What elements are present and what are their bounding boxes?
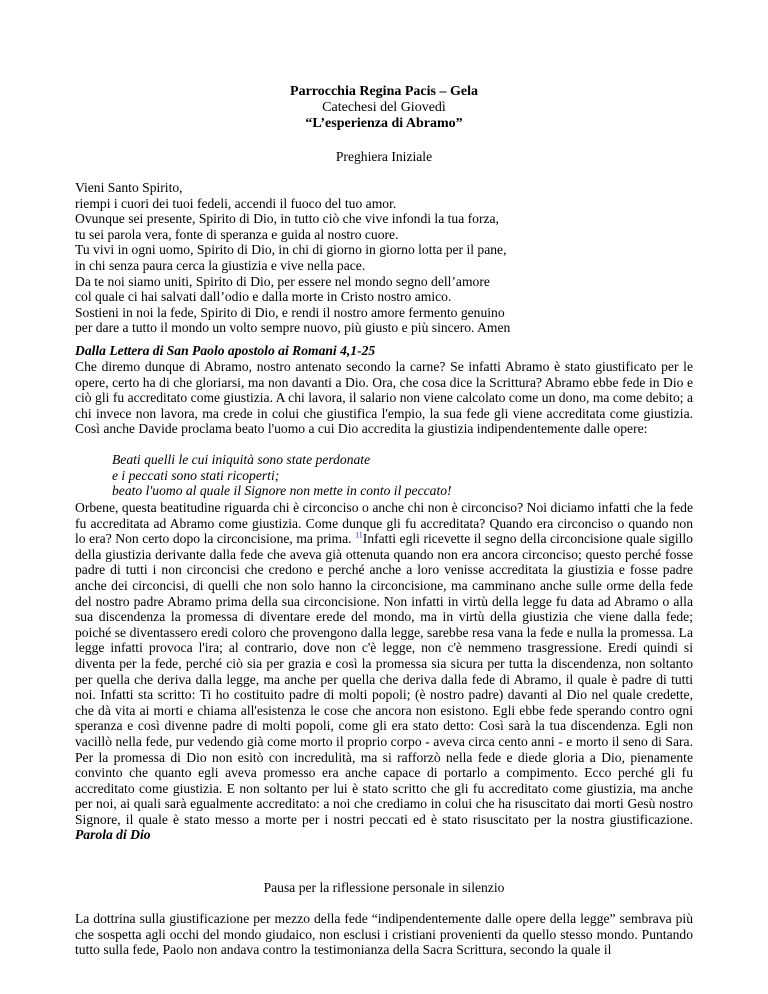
quote-line: Beati quelli le cui iniquità sono state perdonate [112, 452, 371, 467]
reading-text: Orbene, questa beatitudine riguarda chi è circonciso o anche chi non è circonciso? Noi diciamo infatti che la fede fu accreditata ad Abramo come giustizia. Come dunque gli fu accreditata? Quando era circonciso o quando non lo era? Non certo dopo la circoncisione, ma prima. [75, 500, 693, 547]
prayer-line: Da te noi siamo uniti, Spirito di Dio, per essere nel mondo segno dell’amore [75, 273, 490, 289]
parish-name: Parrocchia Regina Pacis – Gela [290, 84, 478, 99]
prayer-line: per dare a tutto il mondo un volto sempre nuovo, più giusto e più sincero. Amen [75, 320, 511, 336]
prayer-title: Preghiera Iniziale [335, 149, 433, 164]
prayer-line: col quale ci hai salvati dall’odio e dalla morte in Cristo nostro amico. [75, 289, 452, 305]
document-header [0, 84, 768, 132]
prayer-line: Ovunque sei presente, Spirito di Dio, in tutto ciò che vive infondi la tua forza, [75, 211, 499, 227]
prayer-line: riempi i cuori dei tuoi fedeli, accendi il fuoco del tuo amor. [75, 195, 397, 211]
psalm-quote [112, 452, 452, 499]
prayer-line: Sostieni in noi la fede, Spirito di Dio, e rendi il nostro amore fermento genuino [75, 304, 505, 320]
event-name: Catechesi del Giovedì [322, 100, 446, 115]
prayer-line: Vieni Santo Spirito, [75, 180, 183, 195]
verse-number-link[interactable]: 11 [355, 530, 363, 540]
prayer-text [75, 180, 695, 336]
prayer-line: Tu vivi in ogni uomo, Spirito di Dio, in chi di giorno in giorno lotta per il pane, [75, 242, 507, 258]
quote-line: e i peccati sono stati ricoperti; [112, 467, 280, 483]
reading-closing: Parola di Dio [75, 827, 151, 843]
reading-title: Dalla Lettera di San Paolo apostolo ai Romani 4,1-25 [75, 343, 376, 358]
prayer-line: in chi senza paura cerca la giustizia e vive nella pace. [75, 257, 366, 273]
reading-text: Infatti egli ricevette il segno della circoncisione quale sigillo della giustizia derivante dalla fede che aveva già ottenuta quando non era ancora circonciso; questo perché fosse padre di tutti i non circoncisi che credono e perché anche a loro venisse accreditata la giustizia e fosse padre anche dei circoncisi, di quelli che non solo hanno la circoncisione, ma camminano anche sulle orme della fede del nostro padre Abramo prima della sua circoncisione. Non infatti in virtù della legge fu data ad Abramo o alla sua discendenza la promessa di diventare erede del mondo, ma in virtù della giustizia che viene dalla fede; poiché se diventassero eredi coloro che provengono dalla legge, sarebbe resa vana la fede e nulla la promessa. La legge infatti provoca l'ira; al contrario, dove non c'è legge, non c'è nemmeno trasgressione. Eredi quindi si diventa per la fede, perché ciò sia per grazia e così la promessa sia sicura per tutta la discendenza, non soltanto per quella che deriva dalla legge, ma anche per quella che deriva dalla fede di Abramo, il quale è padre di tutti noi. Infatti sta scritto: Ti ho costituito padre di molti popoli; (è nostro padre) davanti al Dio nel quale credette, che dà vita ai morti e chiama all'esistenza le cose che ancora non esistono. Egli ebbe fede sperando contro ogni speranza e così divenne padre di molti popoli, come gli era stato detto: Così sarà la tua discendenza. Egli non vacillò nella fede, pur vedendo già come morto il proprio corpo - aveva circa cento anni - e morto il seno di Sara. Per la promessa di Dio non esitò con incredulità, ma si rafforzò nella fede e diede gloria a Dio, pienamente convinto che quanto egli aveva promesso era anche capace di portarlo a compimento. Ecco perché gli fu accreditato come giustizia. E non soltanto per lui è stato scritto che gli fu accreditato come giustizia, ma anche per noi, ai quali sarà egualmente accreditato: a noi che crediamo in colui che ha risuscitato dai morti Gesù nostro Signore, il quale è stato messo a morte per i nostri peccati ed è stato risuscitato per la nostra giustificazione. [75, 531, 693, 827]
commentary-paragraph: La dottrina sulla giustificazione per mezzo della fede “indipendentemente dalle opere della legge” sembrava più che sospetta agli occhi del mondo giudaico, non esclusi i cristiani provenienti da quello stesso mondo. Puntando tutto sulla fede, Paolo non andava contro la testimonianza della Sacra Scrittura, secondo la quale il [75, 911, 693, 958]
prayer-line: tu sei parola vera, fonte di speranza e guida al nostro cuore. [75, 226, 399, 242]
reading-paragraph-2 [75, 500, 693, 843]
reading-paragraph-1: Che diremo dunque di Abramo, nostro antenato secondo la carne? Se infatti Abramo è stato giustificato per le opere, certo ha di che gloriarsi, ma non davanti a Dio. Ora, che cosa dice la Scrittura? Abramo ebbe fede in Dio e ciò gli fu accreditato come giustizia. A chi lavora, il salario non viene calcolato come un dono, ma come debito; a chi invece non lavora, ma crede in colui che giustifica l'empio, la sua fede gli viene accreditata come giustizia. Così anche Davide proclama beato l'uomo a cui Dio accredita la giustizia indipendentemente dalle opere: [75, 359, 693, 437]
pause-note: Pausa per la riflessione personale in silenzio [263, 880, 505, 895]
quote-line: beato l'uomo al quale il Signore non mette in conto il peccato! [112, 483, 452, 499]
document-title: “L’esperienza di Abramo” [305, 116, 463, 131]
